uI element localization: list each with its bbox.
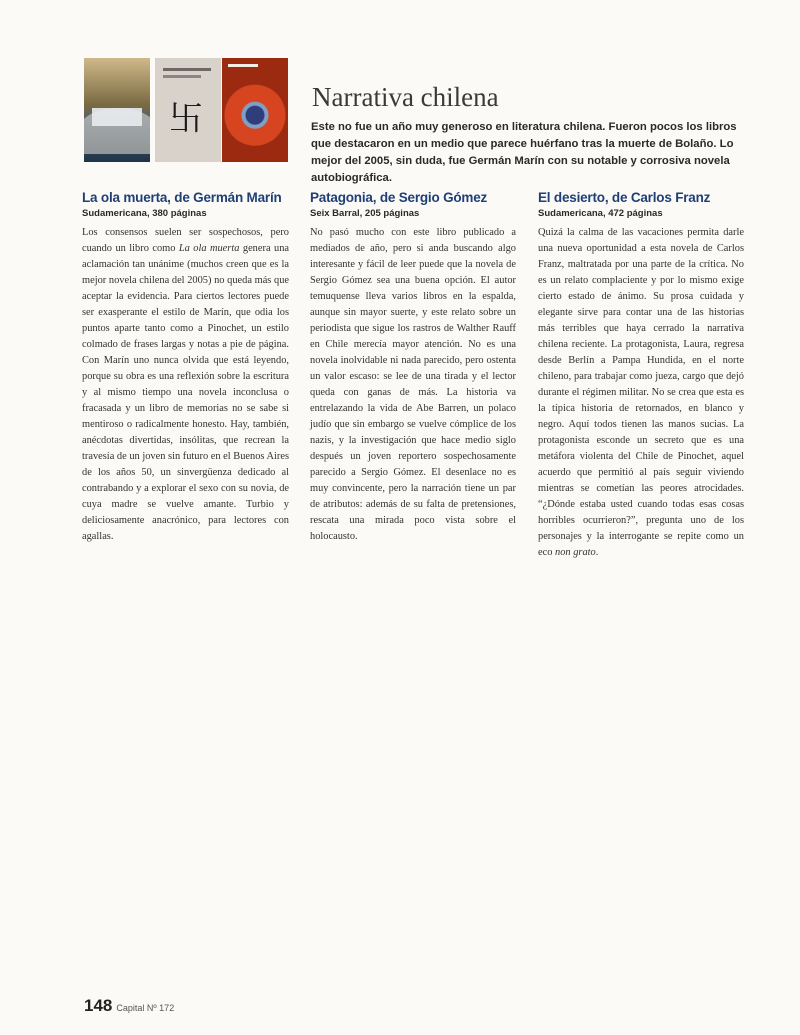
review-column-3 — [538, 190, 744, 561]
cover-label — [92, 108, 142, 126]
review-body: Los consensos suelen ser sospechosos, pero cuando un libro como La ola muerta genera una aclamación tan unánime (muchos creen que es la mejor novela chilena del 2005) no queda más que aceptar la evidencia. Para ciertos lectores puede ser exasperante el estilo de Marín, que odia los puntos aparte tanto como a Pinochet, un estilo colmado de frases largas y notas a pie de página. Con Marín uno nunca olvida que está leyendo, porque su obra es una reflexión sobre la escritura y al mismo tiempo una novela inconclusa o fracasada y un libro de memorias no se sabe si mentiroso o radicalmente honesto. Hay, también, anécdotas divertidas, insólitas, que recrean la travesía de un joven sin futuro en el Buenos Aires de los años 50, un sinvergüenza dedicado al contrabando y a explorar el sexo con su novia, de cuya madre se vuelve amante. Turbio y deliciosamente anacrónico, para lectores con agallas. — [82, 227, 290, 542]
review-publisher: Sudamericana, 472 páginas — [538, 208, 663, 219]
review-publisher: Seix Barral, 205 páginas — [310, 208, 420, 219]
review-body: No pasó mucho con este libro publicado a mediados de año, pero si anda buscando algo interesante y fácil de leer puede que la novela de Sergio Gómez sea una buena opción. El autor temuquense lleva varios libros en la espalda, aunque sin mayor suerte, y este relato sobre un periodista que sigue los rastros de Walther Rauff en Chile merecía mayor atención. No es una novela inolvidable ni nada parecido, pero ostenta un valor escaso: se lee de una tirada y el lector queda con ganas de más. La historia va entrelazando la vida de Abe Barren, un polaco judío que sin embargo se vuelve cómplice de los nazis, y la investigación que hace medio siglo después un joven reportero sospechosamente parecido a Sergio Gómez. El desenlace no es muy convincente, pero la narración tiene un par de atributos: además de su falta de pretensiones, rescata una mirada poco vista sobre el holocausto. — [310, 227, 516, 542]
cover-title-line — [163, 68, 211, 71]
cover-subtitle-line — [163, 75, 201, 78]
book-cover-la-ola-muerta — [84, 58, 150, 162]
review-body: Quizá la calma de las vacaciones permita darle una nueva oportunidad a esta novela de Carlos Franz, maltratada por una parte de la crítica. No es un relato complaciente y por lo mismo exige cierto estado de ánimo. Su prosa cuidada y elegante sirve para contar una de las historias más terribles que haya cerrado la narrativa chilena reciente. La protagonista, Laura, regresa desde Berlín a Pampa Hundida, en el norte chileno, para trabajar como jueza, cargo que dejó durante el régimen militar. No se crea que esta es la típica historia de retornados, en blanco y negro. Aquí todos tienen las manos sucias. La protagonista esconde un secreto que es una metáfora violenta del Chile de Pinochet, aquel acuerdo que permitió al país seguir viviendo mientras se cometían las peores atrocidades. “¿Dónde estaba usted cuando todas esas cosas horribles ocurrieron?”, pregunta uno de los personajes y la interrogante se repite como un eco non grato. — [538, 227, 744, 558]
review-title: El desierto, de Carlos Franz — [538, 190, 711, 205]
page-footer — [84, 996, 174, 1016]
review-title: Patagonia, de Sergio Gómez — [310, 190, 488, 205]
magazine-issue: Capital Nº 172 — [116, 1003, 175, 1013]
book-cover-patagonia — [155, 58, 221, 162]
page-number: 148 — [84, 996, 113, 1015]
book-cover-el-desierto — [222, 58, 288, 162]
review-column-1 — [82, 190, 289, 545]
review-column-2 — [310, 190, 516, 545]
section-title: Narrativa chilena — [312, 82, 499, 112]
cover-label — [228, 64, 258, 67]
intro-paragraph: Este no fue un año muy generoso en literatura chilena. Fueron pocos los libros que destacaron en un medio que parece huérfano tras la muerte de Bolaño. Lo mejor del 2005, sin duda, fue Germán Marín con su notable y corrosiva novela autobiográfica. — [311, 121, 737, 184]
review-title: La ola muerta, de Germán Marín — [82, 190, 282, 205]
review-publisher: Sudamericana, 380 páginas — [82, 208, 207, 219]
swastika-icon: 卐 — [169, 99, 203, 139]
